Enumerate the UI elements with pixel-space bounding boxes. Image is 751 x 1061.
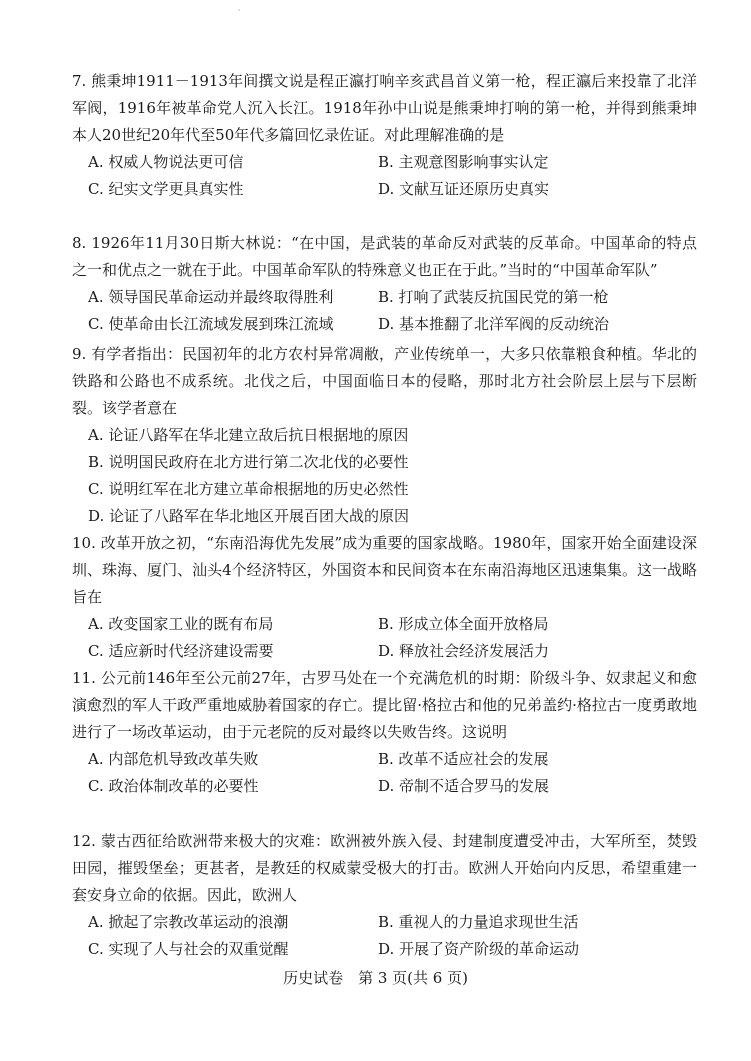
question-stem: 12. 蒙古西征给欧洲带来极大的灾难：欧洲被外族入侵、封建制度遭受冲击，大军所至，焚毁田园，摧毁堡垒；更甚者，是教廷的权威蒙受极大的打击。欧洲人开始向内反思，希望重建一套安身立命的依据。因此，欧洲人 <box>72 832 697 904</box>
option-b: B. 打响了武装反抗国民党的第一枪 <box>378 288 609 306</box>
options <box>88 746 697 800</box>
option-a: A. 领导国民革命运动并最终取得胜利 <box>88 288 334 306</box>
question-stem: 9. 有学者指出：民国初年的北方农村异常凋敝，产业传统单一，大多只依靠粮食种植。华北的铁路和公路也不成系统。北伐之后，中国面临日本的侵略，那时北方社会阶层上层与下层断裂。该学者意在 <box>72 345 697 417</box>
page-footer: 历史试卷 第 3 页(共 6 页) <box>283 969 468 987</box>
question-8 <box>72 230 697 338</box>
option-b: B. 说明国民政府在北方进行第二次北伐的必要性 <box>88 453 409 471</box>
question-9 <box>72 341 697 530</box>
question-stem: 11. 公元前146年至公元前27年，古罗马处在一个充满危机的时期：阶级斗争、奴隶起义和愈演愈烈的军人干政严重地威胁着国家的存亡。提比留·格拉古和他的兄弟盖约·格拉古一度勇敢地进行了一场改革运动，由于元老院的反对最终以失败告终。这说明 <box>72 669 697 741</box>
options <box>88 284 697 338</box>
option-d: D. 帝制不适合罗马的发展 <box>378 777 550 795</box>
option-d: D. 释放社会经济发展活力 <box>378 642 550 660</box>
question-7 <box>72 68 697 203</box>
question-stem: 7. 熊秉坤1911－1913年间撰文说是程正瀛打响辛亥武昌首义第一枪，程正瀛后来投靠了北洋军阀，1916年被革命党人沉入长江。1918年孙中山说是熊秉坤打响的第一枪，并得到熊秉坤本人20世纪20年代至50年代多篇回忆录佐证。对此理解准确的是 <box>72 72 697 144</box>
option-d: D. 文献互证还原历史真实 <box>378 180 550 198</box>
option-d: D. 基本推翻了北洋军阀的反动统治 <box>378 315 610 333</box>
option-c: C. 说明红军在北方建立革命根据地的历史必然性 <box>88 480 409 498</box>
option-b: B. 重视人的力量追求现世生活 <box>378 913 579 931</box>
option-a: A. 内部危机导致改革失败 <box>88 750 259 768</box>
options <box>88 149 697 203</box>
option-a: A. 权威人物说法更可信 <box>88 153 244 171</box>
question-stem: 8. 1926年11月30日斯大林说：“在中国，是武装的革命反对武装的反革命。中国革命的特点之一和优点之一就在于此。中国革命军队的特殊意义也正在于此。”当时的“中国革命军队” <box>72 234 697 279</box>
option-a: A. 改变国家工业的既有布局 <box>88 615 274 633</box>
option-d: D. 开展了资产阶级的革命运动 <box>378 940 580 958</box>
option-b: B. 主观意图影响事实认定 <box>378 153 549 171</box>
question-stem: 10. 改革开放之初，“东南沿海优先发展”成为重要的国家战略。1980年，国家开始全面建设深圳、珠海、厦门、汕头4个经济特区，外国资本和民间资本在东南沿海地区迅速集集。这一战略旨在 <box>72 534 697 606</box>
question-11 <box>72 665 697 800</box>
options <box>88 422 697 530</box>
options <box>88 611 697 665</box>
top-mark: · <box>238 6 241 15</box>
option-c: C. 实现了人与社会的双重觉醒 <box>88 940 289 958</box>
option-a: A. 论证八路军在华北建立敌后抗日根据地的原因 <box>88 426 409 444</box>
option-c: C. 纪实文学更具真实性 <box>88 180 244 198</box>
question-12 <box>72 828 697 963</box>
option-c: C. 适应新时代经济建设需要 <box>88 642 274 660</box>
option-d: D. 论证了八路军在华北地区开展百团大战的原因 <box>88 507 410 525</box>
option-c: C. 政治体制改革的必要性 <box>88 777 259 795</box>
option-c: C. 使革命由长江流域发展到珠江流域 <box>88 315 334 333</box>
option-a: A. 掀起了宗教改革运动的浪潮 <box>88 913 289 931</box>
option-b: B. 改革不适应社会的发展 <box>378 750 549 768</box>
options <box>88 909 697 963</box>
option-b: B. 形成立体全面开放格局 <box>378 615 549 633</box>
question-10 <box>72 530 697 665</box>
